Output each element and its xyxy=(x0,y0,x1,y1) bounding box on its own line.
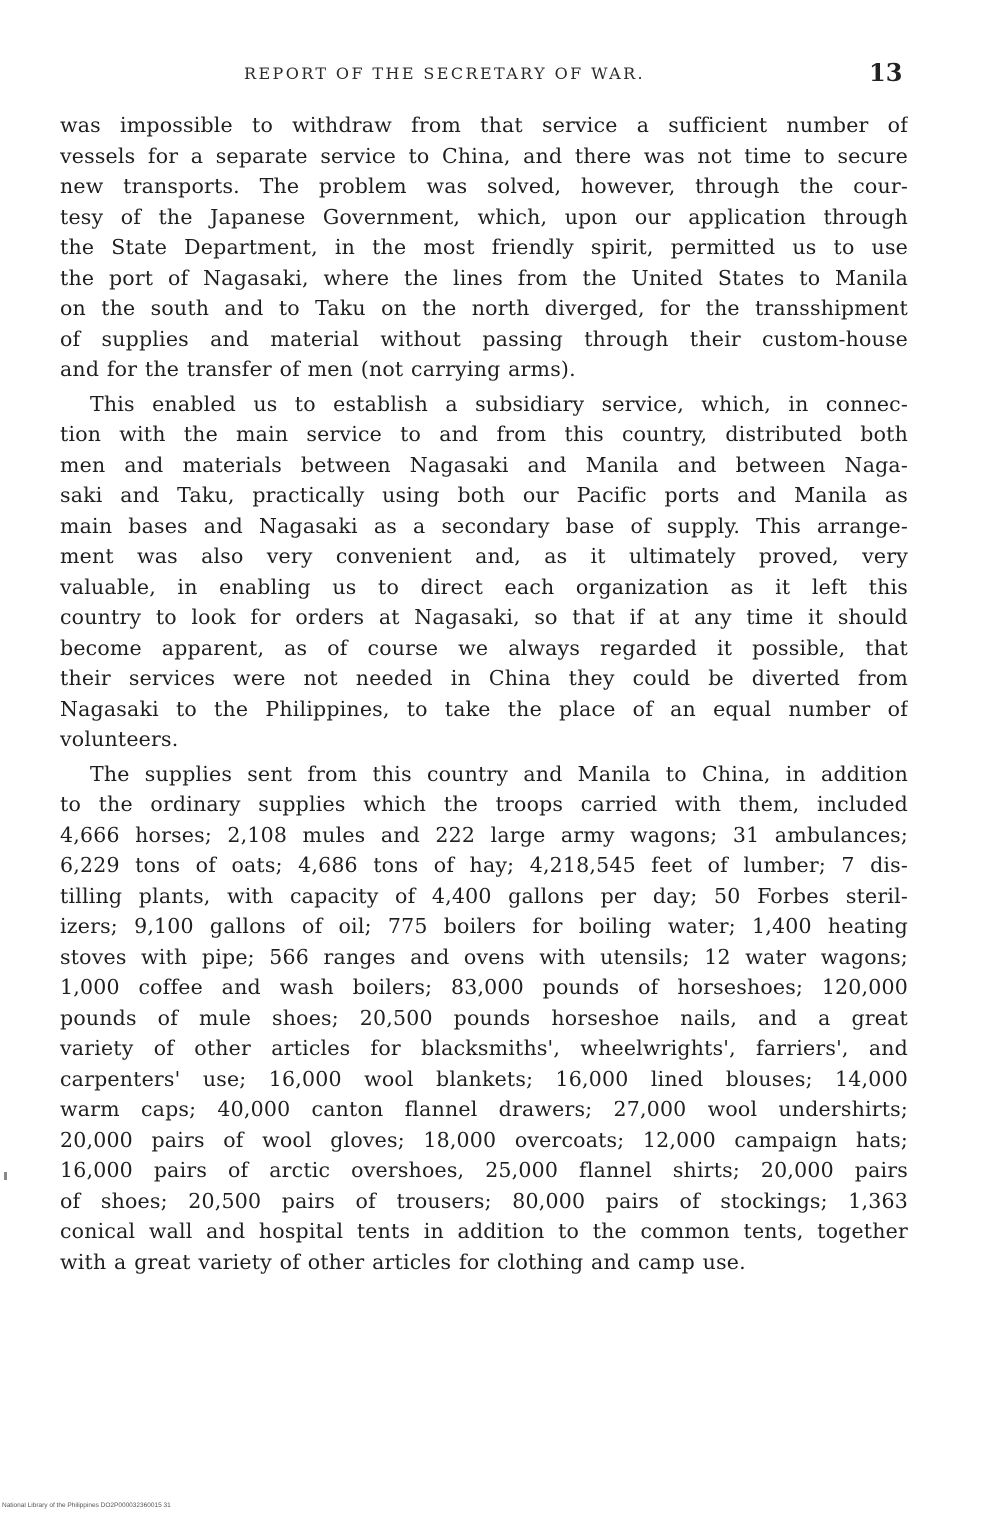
text-line: new transports. The problem was solved, however, through the cour- xyxy=(60,174,908,198)
text-line: 6,229 tons of oats; 4,686 tons of hay; 4,218,545 feet of lumber; 7 dis- xyxy=(60,853,908,877)
text-line: vessels for a separate service to China, and there was not time to secure xyxy=(60,143,908,168)
text-line: conical wall and hospital tents in addition to the common tents, together xyxy=(60,1219,908,1243)
text-line: tilling plants, with capacity of 4,400 gallons per day; 50 Forbes steril- xyxy=(60,883,908,908)
text-line: tesy of the Japanese Government, which, upon our application through xyxy=(60,204,908,229)
text-line: and for the transfer of men (not carrying arms). xyxy=(60,357,576,381)
text-line: izers; 9,100 gallons of oil; 775 boilers for boiling water; 1,400 heating xyxy=(60,914,908,938)
paragraph-3 xyxy=(60,759,908,1278)
text-line: 20,000 pairs of wool gloves; 18,000 overcoats; 12,000 campaign hats; xyxy=(60,1127,908,1152)
text-line: was impossible to withdraw from that service a sufficient number of xyxy=(60,113,908,137)
text-line: This enabled us to establish a subsidiary service, which, in connec- xyxy=(90,391,908,416)
text-line: with a great variety of other articles for clothing and camp use. xyxy=(60,1249,746,1274)
text-line: volunteers. xyxy=(60,727,179,751)
library-footer: National Library of the Philippines DO2P000032360015 31 xyxy=(2,1502,171,1509)
text-line: country to look for orders at Nagasaki, so that if at any time it should xyxy=(60,605,908,629)
text-line: tion with the main service to and from this country, distributed both xyxy=(60,422,908,446)
text-line: the State Department, in the most friendly spirit, permitted us to use xyxy=(60,235,908,259)
text-line: of supplies and material without passing through their custom-house xyxy=(60,326,908,351)
text-line: saki and Taku, practically using both our Pacific ports and Manila as xyxy=(60,483,908,507)
text-line: on the south and to Taku on the north diverged, for the transshipment xyxy=(60,296,908,320)
paragraph-2 xyxy=(60,389,908,755)
text-line: 4,666 horses; 2,108 mules and 222 large army wagons; 31 ambulances; xyxy=(60,822,908,847)
paragraph-1 xyxy=(60,110,908,385)
text-line: variety of other articles for blacksmiths', wheelwrights', farriers', and xyxy=(60,1036,908,1060)
text-line: 1,000 coffee and wash boilers; 83,000 pounds of horseshoes; 120,000 xyxy=(60,975,908,999)
text-line: pounds of mule shoes; 20,500 pounds horseshoe nails, and a great xyxy=(60,1005,908,1030)
margin-mark xyxy=(4,1172,7,1180)
text-line: main bases and Nagasaki as a secondary base of supply. This arrange- xyxy=(60,513,908,538)
text-line: Nagasaki to the Philippines, to take the place of an equal number of xyxy=(60,696,908,721)
text-line: become apparent, as of course we always regarded it possible, that xyxy=(60,635,908,660)
text-line: of shoes; 20,500 pairs of trousers; 80,000 pairs of stockings; 1,363 xyxy=(60,1188,908,1213)
text-line: The supplies sent from this country and Manila to China, in addition xyxy=(90,761,908,786)
body-text xyxy=(60,110,908,1277)
text-line: ment was also very convenient and, as it ultimately proved, very xyxy=(60,544,908,568)
text-line: warm caps; 40,000 canton flannel drawers; 27,000 wool undershirts; xyxy=(60,1097,908,1121)
page-number: 13 xyxy=(869,58,903,87)
text-line: men and materials between Nagasaki and Manila and between Naga- xyxy=(60,452,908,477)
text-line: valuable, in enabling us to direct each organization as it left this xyxy=(60,574,908,599)
text-line: stoves with pipe; 566 ranges and ovens with utensils; 12 water wagons; xyxy=(60,944,908,969)
text-line: their services were not needed in China they could be diverted from xyxy=(60,666,908,690)
text-line: the port of Nagasaki, where the lines from the United States to Manila xyxy=(60,265,908,290)
running-head: REPORT OF THE SECRETARY OF WAR. xyxy=(244,64,646,83)
text-line: carpenters' use; 16,000 wool blankets; 16,000 lined blouses; 14,000 xyxy=(60,1066,908,1091)
text-line: 16,000 pairs of arctic overshoes, 25,000 flannel shirts; 20,000 pairs xyxy=(60,1158,908,1182)
text-line: to the ordinary supplies which the troops carried with them, included xyxy=(60,792,908,816)
